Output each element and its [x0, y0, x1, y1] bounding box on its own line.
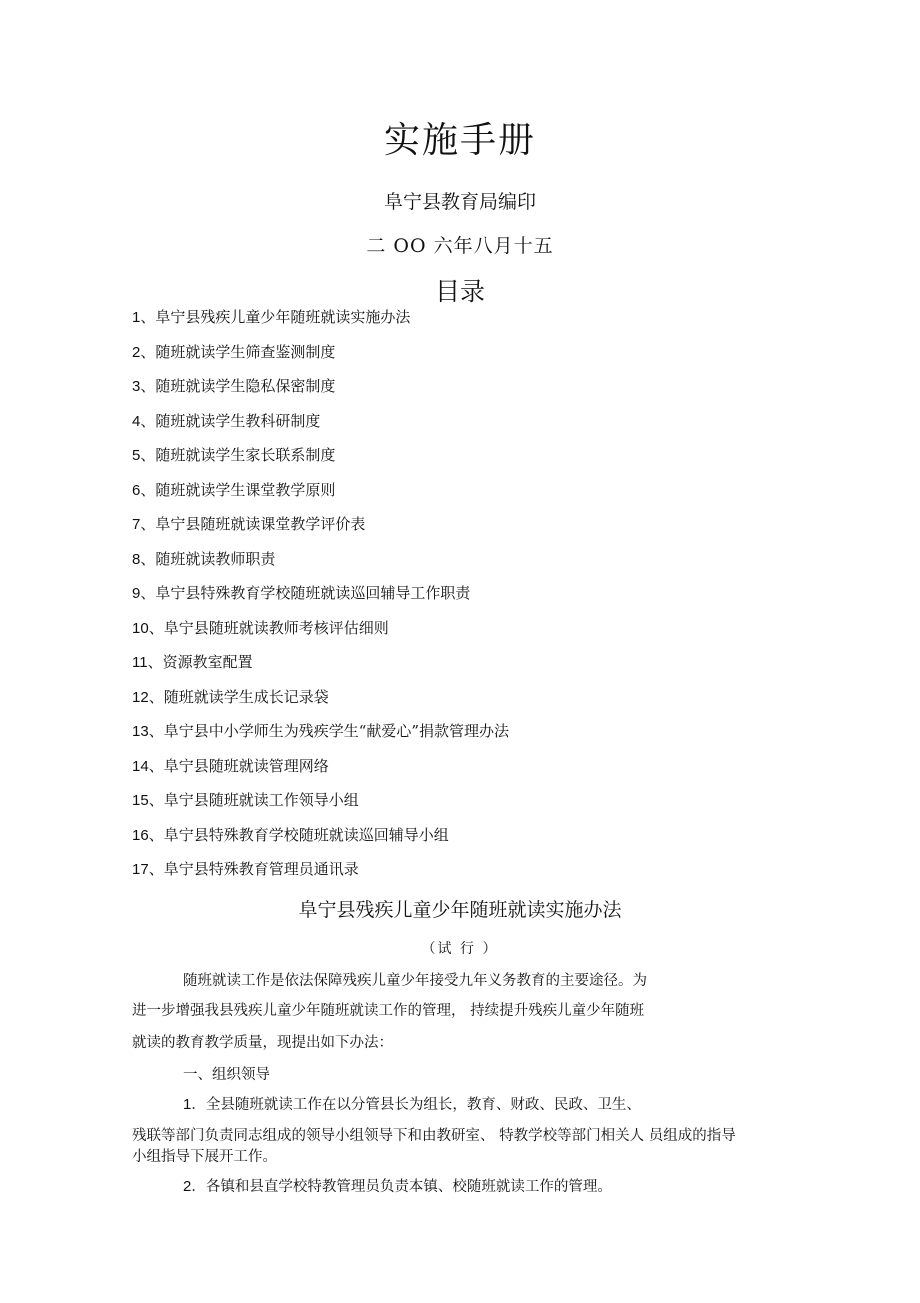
toc-item-number: 7 — [132, 516, 141, 533]
toc-item-label: 阜宁县随班就读课堂教学评价表 — [155, 515, 366, 533]
toc-item — [132, 479, 832, 514]
toc-item-separator: 、 — [148, 687, 164, 706]
toc-item-number: 11 — [132, 654, 148, 671]
toc-item — [132, 858, 832, 893]
toc-item — [132, 306, 832, 341]
toc-item-label: 阜宁县随班就读管理网络 — [163, 756, 329, 775]
toc-item-label: 阜宁县中小学师生为残疾学生“献爱心”捐款管理办法 — [163, 722, 510, 740]
trial-note: （试 行 ） — [421, 941, 499, 957]
toc-heading: 目录 — [434, 277, 485, 306]
toc-item — [132, 513, 832, 548]
toc-item — [132, 617, 832, 652]
toc-item-label: 阜宁县特殊教育学校随班就读巡回辅导小组 — [163, 825, 449, 844]
toc-item — [132, 548, 832, 583]
toc-item-label: 随班就读学生筛查鉴测制度 — [155, 342, 336, 361]
toc-item — [132, 720, 832, 755]
toc-item-separator: 、 — [140, 549, 156, 568]
toc-item-label: 阜宁县特殊教育管理员通讯录 — [163, 860, 359, 878]
toc-item-number: 12 — [132, 688, 149, 706]
toc-item-label: 阜宁县随班就读工作领导小组 — [163, 791, 359, 809]
toc-item-number: 17 — [132, 861, 149, 878]
intro-paragraph-line: 随班就读工作是依法保障残疾儿童少年接受九年义务教育的主要途径。为 — [183, 973, 647, 989]
toc-item-label: 随班就读学生教科研制度 — [155, 411, 321, 430]
toc-item — [132, 444, 832, 479]
toc-item-number: 15 — [132, 792, 149, 809]
toc-item — [132, 582, 832, 617]
section-heading: 一、组织领导 — [183, 1067, 270, 1083]
toc-item-separator: 、 — [140, 480, 156, 499]
toc-item-number: 9 — [132, 585, 141, 602]
toc-item-separator: 、 — [147, 653, 163, 671]
toc-item-number: 4 — [132, 412, 141, 430]
toc-item-number: 16 — [132, 826, 149, 844]
toc-item — [132, 651, 832, 686]
toc-item-separator: 、 — [140, 308, 156, 326]
clause-line: 小组指导下展开工作。 — [132, 1149, 277, 1165]
clause-line: 残联等部门负责同志组成的领导小组领导下和由教研室、 特教学校等部门相关人 员组成的指导 — [132, 1128, 736, 1144]
toc-item — [132, 375, 832, 410]
toc-item — [132, 755, 832, 790]
toc-item — [132, 824, 832, 859]
toc-item — [132, 686, 832, 721]
toc-item-label: 阜宁县特殊教育学校随班就读巡回辅导工作职责 — [155, 584, 471, 602]
toc-item — [132, 410, 832, 445]
toc-item-separator: 、 — [148, 756, 164, 775]
toc-item-number: 3 — [132, 378, 141, 395]
toc-item-number: 8 — [132, 550, 141, 568]
toc-item-separator: 、 — [148, 860, 164, 878]
toc-item-separator: 、 — [140, 584, 156, 602]
toc-item-separator: 、 — [140, 342, 156, 361]
toc-item-separator: 、 — [148, 791, 164, 809]
toc-item-label: 随班就读学生家长联系制度 — [155, 446, 336, 464]
toc-item-separator: 、 — [148, 722, 164, 740]
toc-item-label: 随班就读学生成长记录袋 — [163, 687, 329, 706]
clause-text: ．全县随班就读工作在以分管县长为组长，教育、财政、民政、卫生、 — [191, 1097, 641, 1113]
toc-item-separator: 、 — [140, 446, 156, 464]
clause-text: ．各镇和县直学校特教管理员负责本镇、校随班就读工作的管理。 — [191, 1179, 612, 1195]
document-title: 阜宁县残疾儿童少年随班就读实施办法 — [298, 899, 622, 921]
publication-date: 二 OO 六年八月十五 — [366, 235, 554, 257]
toc-item-label: 随班就读教师职责 — [155, 549, 276, 568]
clause-number: 2 — [183, 1178, 192, 1195]
toc-item-label: 随班就读学生课堂教学原则 — [155, 480, 336, 499]
manual-title: 实施手册 — [383, 120, 536, 161]
toc-item-label: 随班就读学生隐私保密制度 — [155, 377, 336, 395]
toc-item-separator: 、 — [140, 515, 156, 533]
toc-item-number: 2 — [132, 343, 141, 361]
clause-line — [183, 1094, 641, 1116]
intro-paragraph-line: 就读的教育教学质量，现提出如下办法： — [132, 1035, 393, 1051]
clause-number: 1 — [183, 1096, 192, 1113]
toc-item — [132, 341, 832, 376]
toc-item-number: 6 — [132, 481, 141, 499]
publisher-line: 阜宁县教育局编印 — [383, 191, 536, 213]
toc-item-separator: 、 — [140, 377, 156, 395]
toc-item-separator: 、 — [140, 411, 156, 430]
clause-line — [183, 1176, 612, 1198]
toc-item-label: 资源教室配置 — [162, 653, 253, 671]
toc-item-label: 阜宁县随班就读教师考核评估细则 — [163, 618, 389, 637]
toc-item-number: 10 — [132, 619, 149, 637]
intro-paragraph-line: 进一步增强我县残疾儿童少年随班就读工作的管理， 持续提升残疾儿童少年随班 — [132, 1003, 645, 1019]
toc-item-number: 1 — [132, 309, 141, 326]
toc-item-separator: 、 — [148, 825, 164, 844]
toc-item-label: 阜宁县残疾儿童少年随班就读实施办法 — [155, 308, 411, 326]
toc-item-number: 5 — [132, 447, 141, 464]
toc-item-separator: 、 — [148, 618, 164, 637]
toc-item-number: 14 — [132, 757, 149, 775]
toc-item-number: 13 — [132, 723, 149, 740]
table-of-contents — [132, 306, 832, 893]
toc-item — [132, 789, 832, 824]
